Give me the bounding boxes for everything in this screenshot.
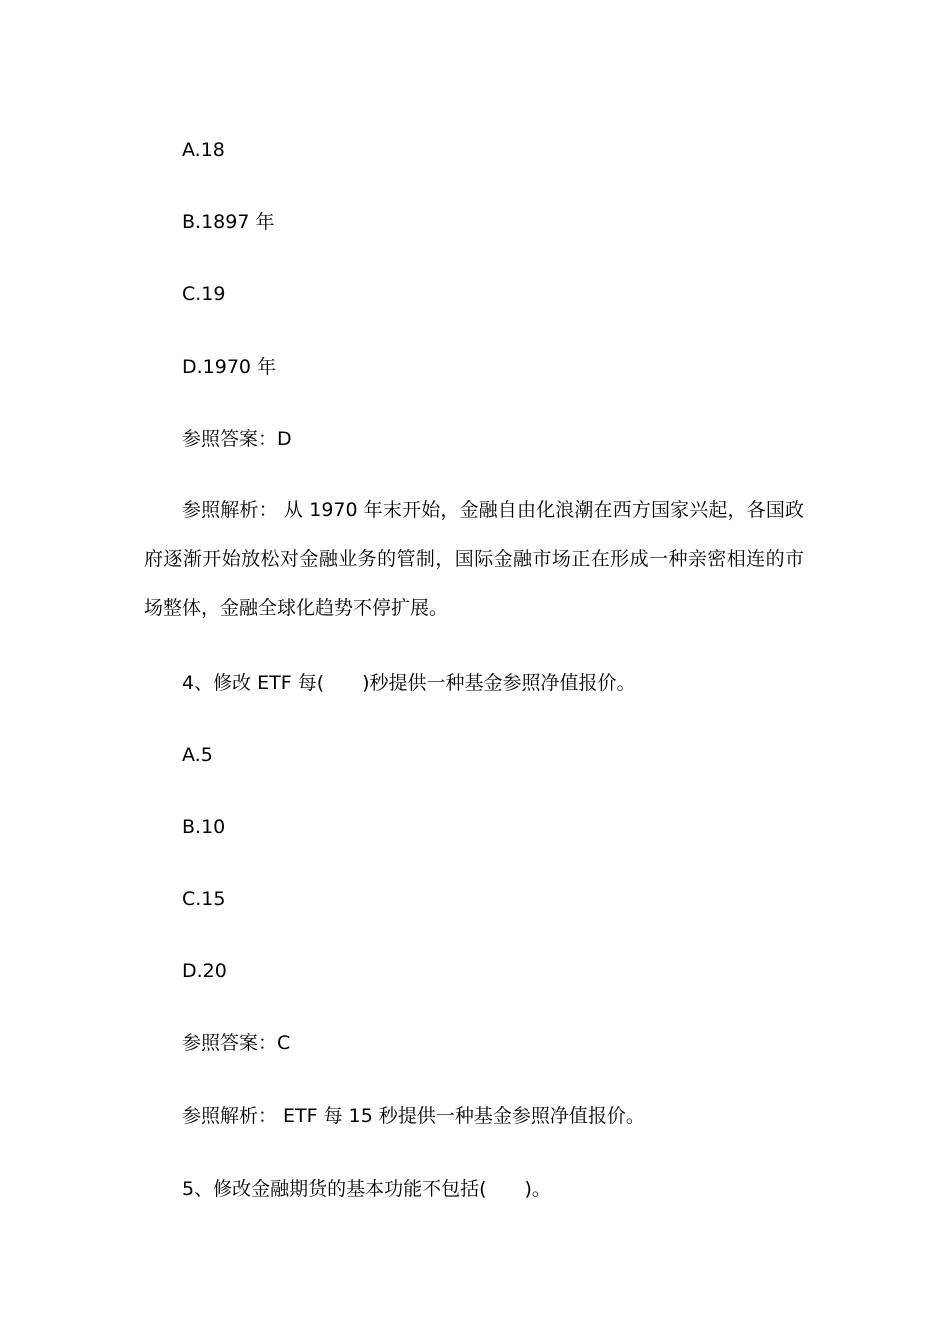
q4-answer: 参照答案：C [182,1032,291,1054]
q3-option-b: B.1897 年 [182,211,275,233]
q3-option-c: C.19 [182,283,226,305]
q3-option-a: A.18 [182,139,225,161]
q4-option-d: D.20 [182,960,227,982]
q4-analysis: 参照解析： ETF 每 15 秒提供一种基金参照净值报价。 [182,1105,645,1127]
q5-question: 5、修改金融期货的基本功能不包括( )。 [182,1178,551,1200]
q3-analysis: 参照解析： 从 1970 年末开始，金融自由化浪潮在西方国家兴起，各国政府逐渐开始放松对金融业务的管制，国际金融市场正在形成一种亲密相连的市场整体，金融全球化趋势不停扩展。 [144,499,804,619]
q4-question: 4、修改 ETF 每( )秒提供一种基金参照净值报价。 [182,672,636,694]
q4-option-c: C.15 [182,888,226,910]
q4-option-a: A.5 [182,744,213,766]
q4-option-b: B.10 [182,816,226,838]
q3-option-d: D.1970 年 [182,356,277,378]
q3-answer: 参照答案：D [182,428,292,450]
